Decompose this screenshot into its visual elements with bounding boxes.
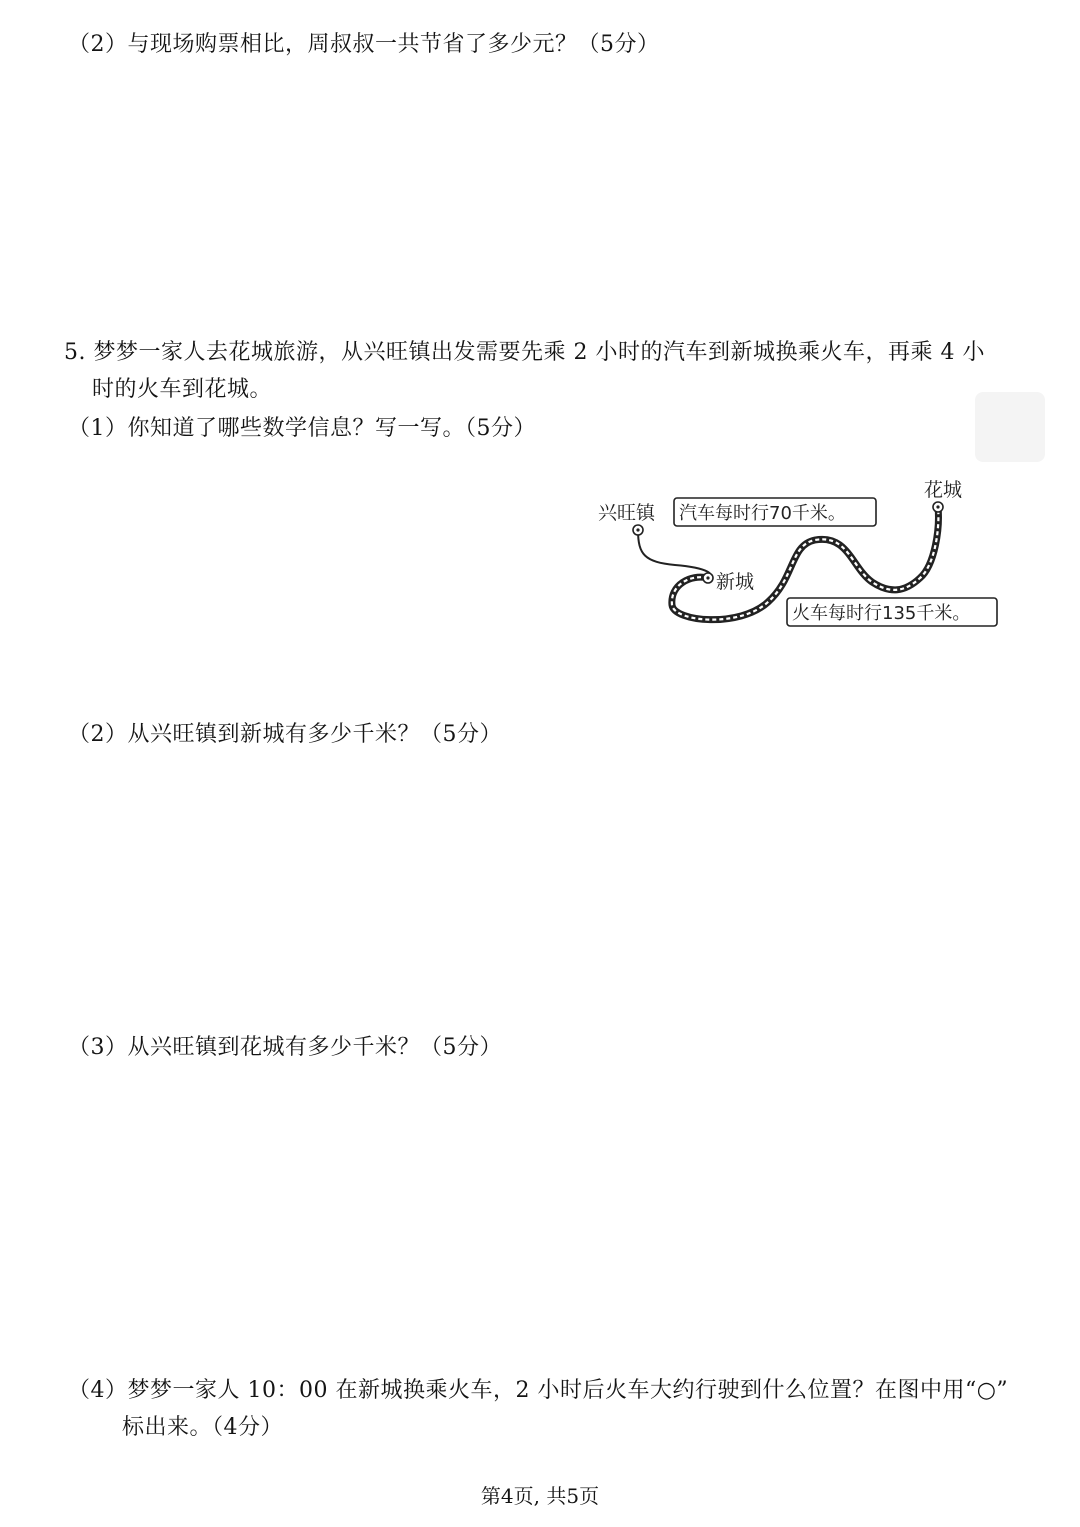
q5-part3: （3）从兴旺镇到花城有多少千米？（5分） [68, 1035, 502, 1060]
end-point [933, 502, 943, 512]
q4-part2: （2）与现场购票相比，周叔叔一共节省了多少元？（5分） [68, 32, 660, 57]
start-point [633, 525, 643, 535]
train-note: 火车每时行135千米。 [792, 603, 971, 624]
bus-route [638, 530, 711, 578]
q5-stem-line2: 时的火车到花城。 [92, 377, 273, 402]
q5-part4-line2: 标出来。（4分） [122, 1415, 283, 1440]
transfer-label: 新城 [716, 571, 755, 593]
start-label: 兴旺镇 [598, 502, 656, 524]
page-footer: 第4页, 共5页 [480, 1484, 600, 1508]
end-label: 花城 [924, 479, 963, 501]
q5-part2: （2）从兴旺镇到新城有多少千米？（5分） [68, 722, 502, 747]
route-diagram [590, 470, 1010, 640]
transfer-point [703, 573, 713, 583]
q5-stem-line1: 5. 梦梦一家人去花城旅游，从兴旺镇出发需要先乘 2 小时的汽车到新城换乘火车，再乘 4 小 [64, 340, 985, 365]
bus-note: 汽车每时行70千米。 [679, 503, 846, 524]
q5-part1: （1）你知道了哪些数学信息？写一写。（5分） [68, 416, 536, 441]
scan-shadow [975, 392, 1045, 462]
q5-part4-line1: （4）梦梦一家人 10：00 在新城换乘火车，2 小时后火车大约行驶到什么位置？在图中用“○” [68, 1378, 1009, 1403]
